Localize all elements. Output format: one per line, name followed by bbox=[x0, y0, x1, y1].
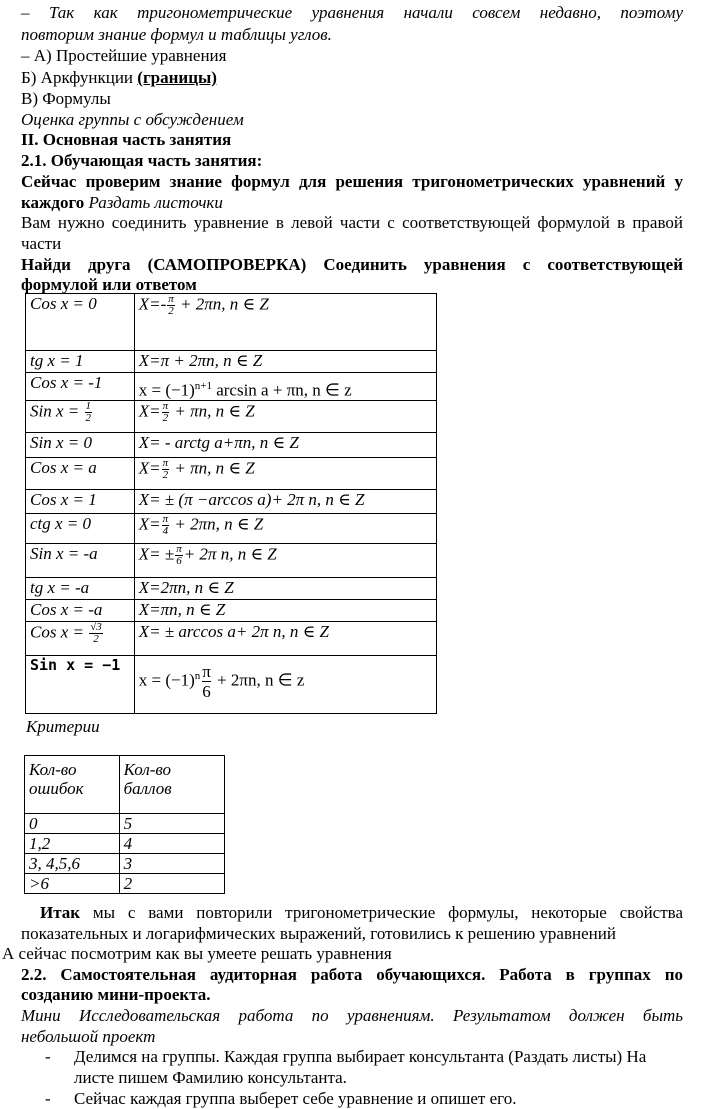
left-prefix: Cos x = bbox=[30, 622, 89, 642]
right-prefix: X=- bbox=[138, 294, 167, 314]
formula-part: x = (−1) bbox=[138, 670, 195, 690]
sec22-italic-line-1: Мини Исследовательская работа по уравнениям. Результатом должен быть bbox=[21, 1006, 683, 1025]
intro-line-1: – Так как тригонометрические уравнения начали совсем недавно, поэтому bbox=[21, 3, 683, 22]
right-cell bbox=[134, 655, 436, 713]
right-suffix: + 2π n, n ∈ Z bbox=[183, 544, 277, 564]
cell: >6 bbox=[25, 874, 120, 894]
fraction-denominator: 2 bbox=[162, 411, 169, 424]
bullet-mark: - bbox=[45, 1047, 51, 1066]
table-row bbox=[25, 814, 225, 834]
right-prefix: X= bbox=[138, 401, 161, 421]
fraction bbox=[162, 514, 170, 537]
fraction-denominator: 6 bbox=[176, 554, 182, 567]
table-row bbox=[25, 854, 225, 874]
table-row bbox=[26, 599, 437, 621]
check-line-1: Сейчас проверим знание формул для решения тригонометрических уравнений у bbox=[21, 172, 683, 191]
right-cell bbox=[134, 294, 436, 351]
criteria-title: Критерии bbox=[26, 717, 100, 736]
fraction-numerator: π bbox=[168, 293, 174, 305]
right-cell: X=πn, n ∈ Z bbox=[134, 599, 436, 621]
table-row bbox=[26, 400, 437, 432]
table-row bbox=[26, 457, 437, 489]
fraction-denominator: 2 bbox=[85, 411, 91, 424]
left-prefix: Sin x = bbox=[30, 401, 84, 421]
bullet-1-line-2: листе пишем Фамилию консультанта. bbox=[74, 1068, 347, 1087]
left-cell bbox=[26, 621, 135, 655]
formula-part: + 2πn, n ∈ z bbox=[212, 670, 305, 690]
fraction bbox=[175, 544, 183, 567]
right-cell bbox=[134, 513, 436, 543]
fraction-denominator: 2 bbox=[168, 305, 174, 317]
instructions-line-2: части bbox=[21, 234, 62, 253]
cell: 3, 4,5,6 bbox=[25, 854, 120, 874]
left-cell bbox=[26, 400, 135, 432]
table-row bbox=[25, 834, 225, 854]
cell: 3 bbox=[119, 854, 224, 874]
cell: 0 bbox=[25, 814, 120, 834]
right-cell bbox=[134, 373, 436, 401]
left-cell: Cos x = -1 bbox=[26, 373, 135, 401]
right-suffix: + πn, n ∈ Z bbox=[170, 458, 255, 478]
table-row bbox=[26, 351, 437, 373]
fraction bbox=[162, 401, 170, 424]
right-prefix: X= bbox=[138, 514, 161, 534]
formula-part: x = (−1) bbox=[138, 380, 195, 400]
left-cell: Sin x = -a bbox=[26, 543, 135, 577]
right-suffix: + πn, n ∈ Z bbox=[170, 401, 255, 421]
table-row bbox=[26, 543, 437, 577]
right-prefix: X= ± bbox=[138, 544, 175, 564]
left-cell: tg x = -a bbox=[26, 577, 135, 599]
formula-exponent: n+1 bbox=[194, 380, 212, 392]
table-row bbox=[25, 874, 225, 894]
fraction-denominator: 6 bbox=[202, 681, 211, 701]
left-cell: Sin x = −1 bbox=[26, 655, 135, 713]
right-cell: X=2πn, n ∈ Z bbox=[134, 577, 436, 599]
heading-part-2: II. Основная часть занятия bbox=[21, 130, 232, 149]
right-cell: X= ± arccos a+ 2π n, n ∈ Z bbox=[134, 621, 436, 655]
fraction bbox=[167, 294, 175, 317]
fraction-denominator: 2 bbox=[162, 468, 169, 481]
fraction bbox=[89, 622, 103, 645]
check-line-2-bold: каждого bbox=[21, 193, 85, 212]
table-row bbox=[25, 756, 225, 814]
left-cell: Cos x = -a bbox=[26, 599, 135, 621]
right-prefix: X= bbox=[138, 458, 161, 478]
table-row bbox=[26, 577, 437, 599]
fraction bbox=[202, 662, 211, 701]
right-suffix: + 2πn, n ∈ Z bbox=[175, 294, 269, 314]
intro-assessment: Оценка группы с обсуждением bbox=[21, 110, 244, 129]
fraction-numerator: π bbox=[162, 399, 169, 412]
task-line-2: формулой или ответом bbox=[21, 275, 197, 294]
table-row bbox=[26, 655, 437, 713]
intro-item-b-prefix: Б) Аркфункции bbox=[21, 68, 138, 87]
check-line-2-italic: Раздать листочки bbox=[84, 193, 223, 212]
summary-line-3: А сейчас посмотрим как вы умеете решать уравнения bbox=[2, 944, 392, 963]
formula-part: arcsin a + πn, n ∈ z bbox=[211, 380, 352, 400]
table-row bbox=[26, 489, 437, 513]
fraction-numerator: √3 bbox=[90, 620, 102, 633]
table-row bbox=[26, 621, 437, 655]
formula-exponent: n bbox=[194, 669, 201, 682]
intro-item-a: – А) Простейшие уравнения bbox=[21, 46, 227, 65]
intro-item-b bbox=[21, 68, 683, 88]
right-cell bbox=[134, 457, 436, 489]
fraction-numerator: π bbox=[162, 512, 169, 525]
task-line-1: Найди друга (САМОПРОВЕРКА) Соединить уравнения с соответствующей bbox=[21, 255, 683, 274]
left-cell: Cos x = 1 bbox=[26, 489, 135, 513]
cell: 4 bbox=[119, 834, 224, 854]
fraction-denominator: 2 bbox=[93, 632, 99, 645]
bullet-1-line-1: Делимся на группы. Каждая группа выбирает консультанта (Раздать листы) На bbox=[74, 1047, 647, 1066]
right-suffix: + 2πn, n ∈ Z bbox=[170, 514, 264, 534]
cell: 2 bbox=[119, 874, 224, 894]
summary-line-1-rest: мы с вами повторили тригонометрические формулы, некоторые свойства bbox=[80, 903, 683, 922]
sec22-heading-line-1: 2.2. Самостоятельная аудиторная работа обучающихся. Работа в группах по bbox=[21, 965, 683, 984]
sec22-italic-line-2: небольшой проект bbox=[21, 1027, 156, 1046]
left-cell: tg x = 1 bbox=[26, 351, 135, 373]
right-cell bbox=[134, 543, 436, 577]
table-row bbox=[26, 373, 437, 401]
table-row bbox=[26, 432, 437, 457]
criteria-table bbox=[24, 755, 225, 894]
fraction-numerator: π bbox=[202, 661, 211, 681]
instructions-line-1: Вам нужно соединить уравнение в левой части с соответствующей формулой в правой bbox=[21, 213, 683, 232]
summary-line-1 bbox=[40, 903, 683, 923]
right-cell: X= ± (π −arccos a)+ 2π n, n ∈ Z bbox=[134, 489, 436, 513]
cell: 5 bbox=[119, 814, 224, 834]
bullet-mark: - bbox=[45, 1089, 51, 1108]
sec22-heading-line-2: созданию мини-проекта. bbox=[21, 985, 211, 1004]
summary-itak: Итак bbox=[40, 903, 81, 922]
left-cell: ctg x = 0 bbox=[26, 513, 135, 543]
bullet-2: Сейчас каждая группа выберет себе уравнение и опишет его. bbox=[74, 1089, 517, 1108]
right-cell bbox=[134, 400, 436, 432]
intro-item-b-underlined: (границы) bbox=[137, 68, 217, 87]
table-row bbox=[26, 513, 437, 543]
left-cell: Cos x = 0 bbox=[26, 294, 135, 351]
summary-line-2: показательных и логарифмических выражений, готовились к решению уравнений bbox=[21, 924, 616, 943]
fraction bbox=[162, 458, 170, 481]
header-errors: Кол-во ошибок bbox=[25, 756, 120, 814]
header-points: Кол-во баллов bbox=[119, 756, 224, 814]
left-cell: Sin x = 0 bbox=[26, 432, 135, 457]
fraction-numerator: π bbox=[162, 456, 169, 469]
left-cell: Cos x = a bbox=[26, 457, 135, 489]
heading-section-2-1: 2.1. Обучающая часть занятия: bbox=[21, 151, 263, 170]
right-cell: X=π + 2πn, n ∈ Z bbox=[134, 351, 436, 373]
right-cell: X= - arctg a+πn, n ∈ Z bbox=[134, 432, 436, 457]
table-row bbox=[26, 294, 437, 351]
fraction bbox=[85, 401, 93, 424]
intro-line-2: повторим знание формул и таблицы углов. bbox=[21, 25, 332, 44]
match-table bbox=[25, 293, 437, 714]
check-line-2 bbox=[21, 193, 683, 213]
fraction-numerator: 1 bbox=[85, 399, 91, 412]
fraction-numerator: π bbox=[176, 542, 182, 555]
fraction-denominator: 4 bbox=[162, 524, 169, 537]
cell: 1,2 bbox=[25, 834, 120, 854]
intro-item-c: В) Формулы bbox=[21, 89, 111, 108]
